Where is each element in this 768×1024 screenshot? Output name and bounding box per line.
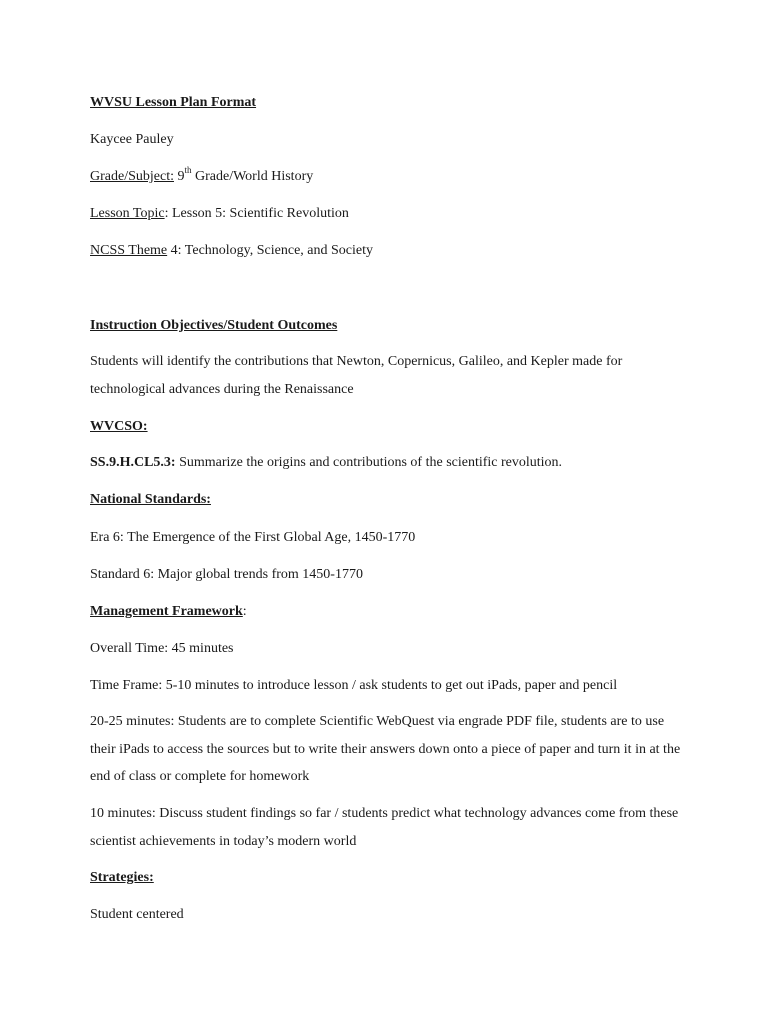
strategies-heading: Strategies: bbox=[90, 870, 154, 885]
ncss-theme-value: 4: Technology, Science, and Society bbox=[167, 243, 373, 258]
grade-suffix: th bbox=[184, 165, 192, 176]
ncss-theme-label: NCSS Theme bbox=[90, 243, 168, 258]
wvcso-text: Summarize the origins and contributions of the scientific revolution. bbox=[175, 455, 563, 470]
management-framework-line bbox=[90, 602, 690, 622]
wvcso-heading: WVCSO: bbox=[90, 419, 148, 434]
objectives-heading: Instruction Objectives/Student Outcomes bbox=[90, 318, 338, 333]
grade-subject-value: Grade/World History bbox=[191, 169, 314, 184]
lesson-topic-line bbox=[90, 204, 690, 224]
grade-number: 9 bbox=[177, 169, 185, 184]
wvcso-line bbox=[90, 453, 690, 473]
national-standard-item: Standard 6: Major global trends from 1450-1770 bbox=[90, 567, 363, 582]
time-segment-3: 10 minutes: Discuss student findings so far / students predict what technology advances come from these scientist achievements in today’s modern world bbox=[90, 806, 679, 849]
lesson-topic-label: Lesson Topic bbox=[90, 206, 165, 221]
objectives-text: Students will identify the contributions that Newton, Copernicus, Galileo, and Kepler made for technological advances during the Renaissance bbox=[90, 354, 623, 397]
national-standard-item: Era 6: The Emergence of the First Global Age, 1450-1770 bbox=[90, 530, 416, 545]
time-frame: Time Frame: 5-10 minutes to introduce lesson / ask students to get out iPads, paper and pencil bbox=[90, 678, 618, 693]
lesson-topic-value: : Lesson 5: Scientific Revolution bbox=[164, 206, 349, 221]
grade-subject-line bbox=[90, 167, 690, 187]
management-framework-colon: : bbox=[242, 604, 247, 619]
strategy-item: Student centered bbox=[90, 907, 184, 922]
management-framework-heading: Management Framework bbox=[90, 604, 243, 619]
grade-subject-label: Grade/Subject: bbox=[90, 169, 174, 184]
time-segment-2: 20-25 minutes: Students are to complete Scientific WebQuest via engrade PDF file, students are to use their iPads to access the sources but to write their answers down onto a piece of paper and turn it in at the end of class or complete for homework bbox=[90, 714, 681, 784]
national-standards-heading: National Standards: bbox=[90, 492, 211, 507]
overall-time: Overall Time: 45 minutes bbox=[90, 641, 234, 656]
wvcso-code: SS.9.H.CL5.3: bbox=[90, 455, 176, 470]
author-name: Kaycee Pauley bbox=[90, 132, 174, 147]
ncss-theme-line bbox=[90, 241, 690, 261]
document-title: WVSU Lesson Plan Format bbox=[90, 95, 257, 110]
